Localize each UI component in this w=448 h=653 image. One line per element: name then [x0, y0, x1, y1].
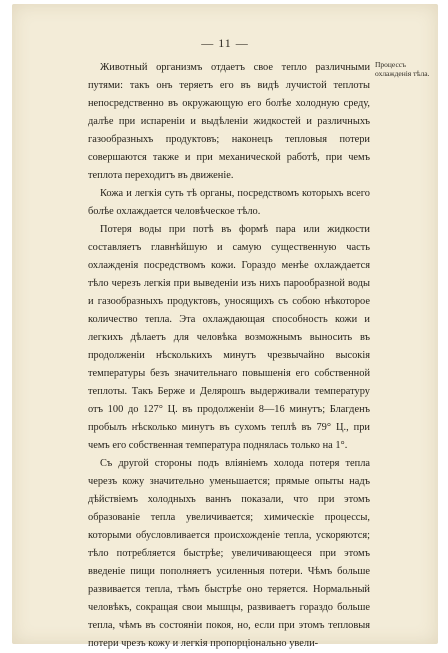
paragraph: Потеря воды при потѣ въ формѣ пара или жидкости составляетъ главнѣйшую и самую существенную часть охлажденія посредствомъ кожи. Гораздо менѣе охлаждается тѣло черезъ легкія при выведеніи изъ нихъ парообразной воды и газообразныхъ продуктовъ, уносящихъ съ собою нѣкоторое количество тепла. Эта охлаждающая способность кожи и легкихъ дѣлаетъ для человѣка возможнымъ выносить въ продолженіи нѣсколькихъ минутъ чрезвычайно высокія температуры безъ значительнаго повышенія его собственной теплоты. Такъ Берже и Делярошъ выдерживали температуру отъ 100 до 127° Ц. въ продолженіи 8—16 минутъ; Благденъ пробылъ нѣсколько минутъ въ сухомъ теплѣ въ 79° Ц., при чемъ его собственная температура поднялась только на 1°.	[88, 224, 370, 451]
body-text	[88, 59, 370, 653]
page-number: — 11 —	[201, 36, 249, 50]
paragraph: Съ другой стороны подъ вліяніемъ холода потеря тепла черезъ кожу значительно уменьшается; прямые опыты надъ дѣйствіемъ холодныхъ ваннъ показали, что при этомъ образованіе тепла увеличивается; химическіе процессы, которыми обусловливается происхожденіе тепла, ускоряются; тѣло потребляется быстрѣе; увеличивающееся при этомъ введеніе пищи пополняетъ усиленныя потери. Чѣмъ больше развивается тепла, тѣмъ быстрѣе оно теряется. Нормальный человѣкъ, сокращая свои мышцы, развиваетъ гораздо больше тепла, чѣмъ въ состояніи покоя, но, если при этомъ тепловыя потери чрезъ кожу и легкія пропорціонально увели-	[88, 458, 370, 649]
margin-note: Процессъ охлажденія тѣла.	[375, 60, 430, 78]
paragraph: Животный организмъ отдаетъ свое тепло различными путями: такъ онъ теряетъ его въ видѣ лучистой теплоты непосредственно въ окружающую его болѣе холодную среду, далѣе при испареніи и выдѣленіи жидкостей и различныхъ газообразныхъ продуктовъ; наконецъ тепловыя потери совершаются также и при механической работѣ, при чемъ теплота переходитъ въ движеніе.	[88, 62, 370, 181]
paragraph: Кожа и легкія суть тѣ органы, посредствомъ которыхъ всего болѣе охлаждается человѣческое тѣло.	[88, 188, 370, 217]
book-page	[12, 4, 438, 649]
